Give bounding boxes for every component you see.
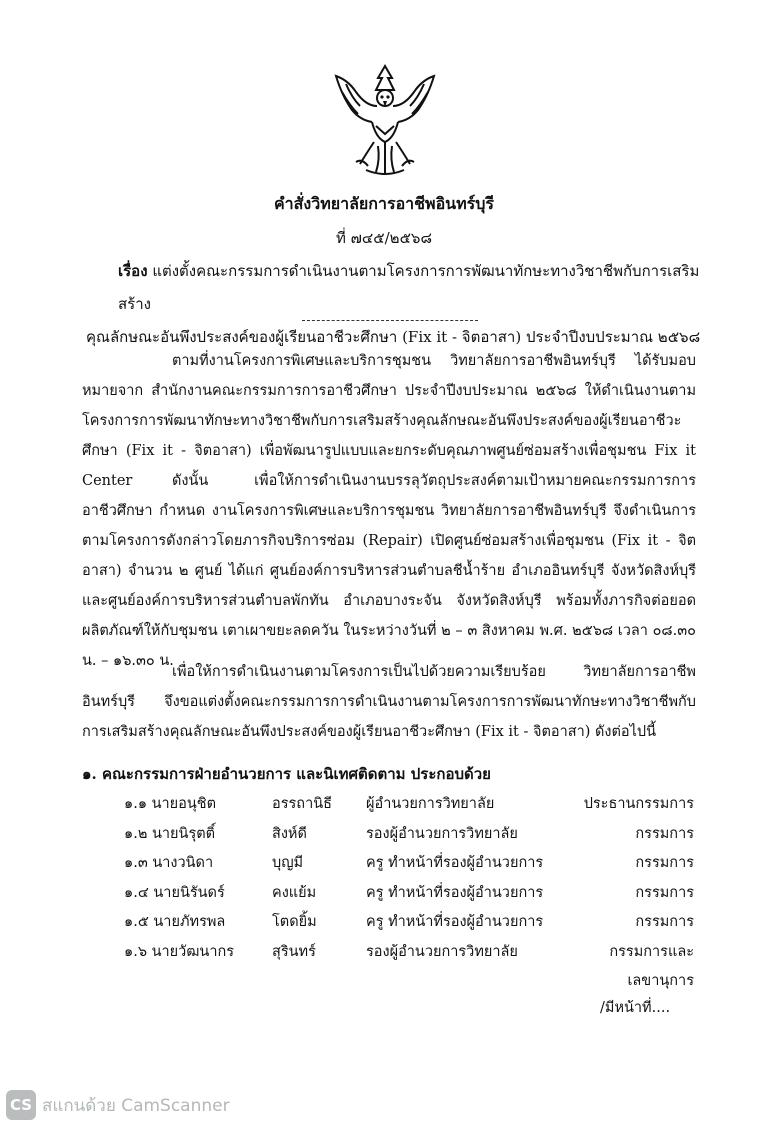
paragraph-3-rest: จึงขอแต่งตั้งคณะกรรมการการดำเนินงานตามโครงการการพัฒนาทักษะทางวิชาชีพกับการเสริมสร้างคุณลักษณะอันพึงประสงค์ของผู้เรียนอาชีวะศึกษา (Fix it - จิตอาสา) ดังต่อไปนี้ [82, 694, 696, 740]
member-role: กรรมการ [635, 914, 694, 930]
section-1-heading: ๑. คณะกรรมการฝ่ายอำนวยการ และนิเทศติดตาม ประกอบด้วย [82, 765, 491, 783]
committee-row [124, 938, 694, 989]
member-surname: โตดยิ้ม [272, 914, 317, 930]
divider [302, 320, 478, 321]
member-position: รองผู้อำนวยการวิทยาลัย [366, 825, 518, 842]
camscanner-watermark [6, 1090, 230, 1120]
member-role: ประธานกรรมการ [583, 796, 694, 812]
subject-label: เรื่อง [118, 262, 148, 280]
committee-row [124, 790, 694, 820]
member-name: ๑.๖ นายวัฒนากร [124, 943, 235, 960]
committee-row [124, 849, 694, 879]
paragraph-1-rest: สำนักงานคณะกรรมการการอาชีวศึกษา ประจำปีงบประมาณ ๒๕๖๘ ให้ดำเนินงานตามโครงการการพัฒนาทักษะทางวิชาชีพกับการเสริมสร้างคุณลักษณะอันพึงประสงค์ของผู้เรียนอาชีวะศึกษา (Fix it - จิตอาสา) เพื่อพัฒนารูปแบบและยกระดับคุณภาพศูนย์ซ่อมสร้างเพื่อชุมชน Fix it Center [82, 383, 696, 489]
member-name: ๑.๓ นางวนิดา [124, 855, 214, 871]
member-position: ครู ทำหน้าที่รองผู้อำนวยการ [366, 855, 544, 871]
subject-line-2: คุณลักษณะอันพึงประสงค์ของผู้เรียนอาชีวะศึกษา (Fix it - จิตอาสา) ประจำปีงบประมาณ ๒๕๖๘ [86, 328, 701, 346]
committee-list [124, 790, 694, 989]
committee-row [124, 908, 694, 938]
paragraph-1-first-line: ตามที่งานโครงการพิเศษและบริการชุมชน วิทยาลัยการอาชีพอินทร์บุรี ได้รับมอบหมายจาก [82, 353, 696, 399]
member-name: ๑.๑ นายอนุชิต [124, 796, 217, 812]
member-surname: คงแย้ม [272, 884, 317, 901]
member-name: ๑.๕ นายภัทรพล [124, 914, 226, 930]
member-surname: อรรถานิธี [272, 796, 332, 812]
paragraph-2-first-line: ดังนั้น เพื่อให้การดำเนินงานบรรลุวัตถุประสงค์ตามเป้าหมายคณะกรรมการการอาชีวศึกษา [82, 473, 696, 519]
committee-row [124, 820, 694, 850]
order-number: ที่ ๗๔๕/๒๕๖๘ [335, 229, 433, 247]
member-position: ผู้อำนวยการวิทยาลัย [366, 796, 495, 812]
order-subject [86, 255, 718, 354]
member-position: รองผู้อำนวยการวิทยาลัย [366, 943, 518, 960]
member-surname: สิงห์ดี [272, 825, 307, 842]
member-surname: สุรินทร์ [272, 943, 316, 960]
paragraph-3 [82, 657, 696, 747]
committee-row [124, 879, 694, 909]
member-position: ครู ทำหน้าที่รองผู้อำนวยการ [366, 914, 544, 930]
member-surname: บุญมี [272, 855, 304, 871]
subject-line-1: แต่งตั้งคณะกรรมการดำเนินงานตามโครงการการพัฒนาทักษะทางวิชาชีพกับการเสริมสร้าง [118, 262, 700, 313]
member-role: กรรมการและเลขานุการ [609, 943, 694, 989]
order-title: คำสั่งวิทยาลัยการอาชีพอินทร์บุรี [273, 194, 495, 213]
garuda-emblem-icon [326, 62, 444, 180]
camscanner-logo-icon: CS [6, 1090, 36, 1120]
member-position: ครู ทำหน้าที่รองผู้อำนวยการ [366, 884, 544, 901]
member-role: กรรมการ [635, 855, 694, 871]
member-name: ๑.๔ นายนิรันดร์ [124, 884, 225, 901]
paragraph-2 [82, 466, 696, 676]
member-role: กรรมการ [635, 884, 694, 901]
continued-marker: /มีหน้าที่.... [600, 1000, 671, 1016]
member-role: กรรมการ [635, 825, 694, 842]
paragraph-2-rest: กำหนด งานโครงการพิเศษและบริการชุมชน วิทยาลัยการอาชีพอินทร์บุรี จึงดำเนินการตามโครงการดังกล่าวโดยภารกิจบริการซ่อม (Repair) เปิดศูนย์ซ่อมสร้างเพื่อชุมชน (Fix it - จิตอาสา) จำนวน ๒ ศูนย์ ได้แก่ ศูนย์องค์การบริหารส่วนตำบลชีน้ำร้าย อำเภออินทร์บุรี จังหวัดสิงห์บุรี และศูนย์องค์การบริหารส่วนตำบลพักทัน อำเภอบางระจัน จังหวัดสิงห์บุรี พร้อมทั้งภารกิจต่อยอดผลิตภัณฑ์ให้กับชุมชน เตาเผาขยะลดควัน ในระหว่างวันที่ ๒ – ๓ สิงหาคม พ.ศ. ๒๕๖๘ เวลา ๐๘.๓๐ น. – ๑๖.๓๐ น. [82, 503, 697, 669]
camscanner-text: สแกนด้วย CamScanner [42, 1095, 230, 1116]
member-name: ๑.๒ นายนิรุตติ์ [124, 825, 216, 842]
paragraph-3-first-line: เพื่อให้การดำเนินงานตามโครงการเป็นไปด้วยความเรียบร้อย วิทยาลัยการอาชีพอินทร์บุรี [82, 664, 696, 710]
